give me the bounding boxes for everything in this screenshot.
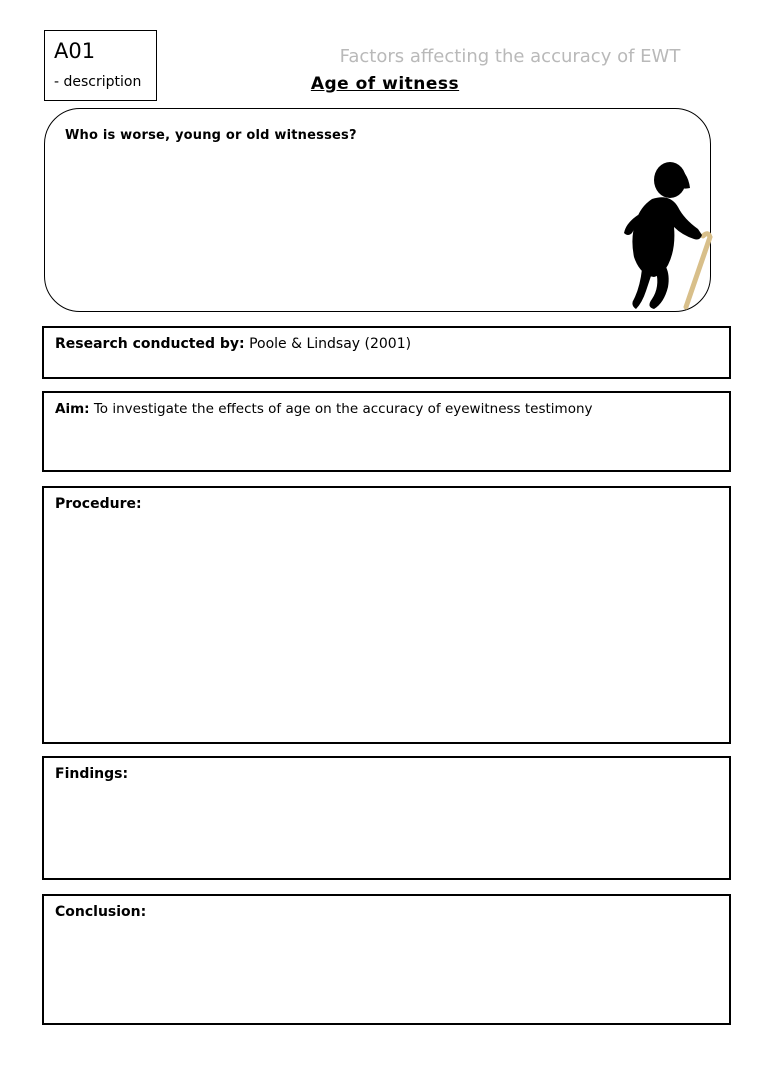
procedure-label: Procedure: xyxy=(55,496,142,512)
question-box xyxy=(44,108,711,312)
procedure-box xyxy=(42,486,731,744)
ao1-code: A01 xyxy=(54,39,96,63)
conclusion-box xyxy=(42,894,731,1025)
findings-box xyxy=(42,756,731,880)
ao1-label-box xyxy=(44,30,157,101)
aim-box xyxy=(42,391,731,472)
research-conducted-by-box xyxy=(42,326,731,379)
question-text: Who is worse, young or old witnesses? xyxy=(65,128,357,143)
research-value: Poole & Lindsay (2001) xyxy=(249,336,412,352)
aim-label: Aim: xyxy=(55,401,90,417)
aim-value: To investigate the effects of age on the accuracy of eyewitness testimony xyxy=(93,401,593,417)
ao1-description: - description xyxy=(54,74,142,90)
research-label: Research conducted by: xyxy=(55,336,245,352)
page-title: Age of witness xyxy=(310,74,460,94)
conclusion-label: Conclusion: xyxy=(55,904,147,920)
findings-label: Findings: xyxy=(55,766,129,782)
page-subtitle: Factors affecting the accuracy of EWT xyxy=(339,46,681,67)
elderly-person-with-cane-icon xyxy=(612,157,716,313)
